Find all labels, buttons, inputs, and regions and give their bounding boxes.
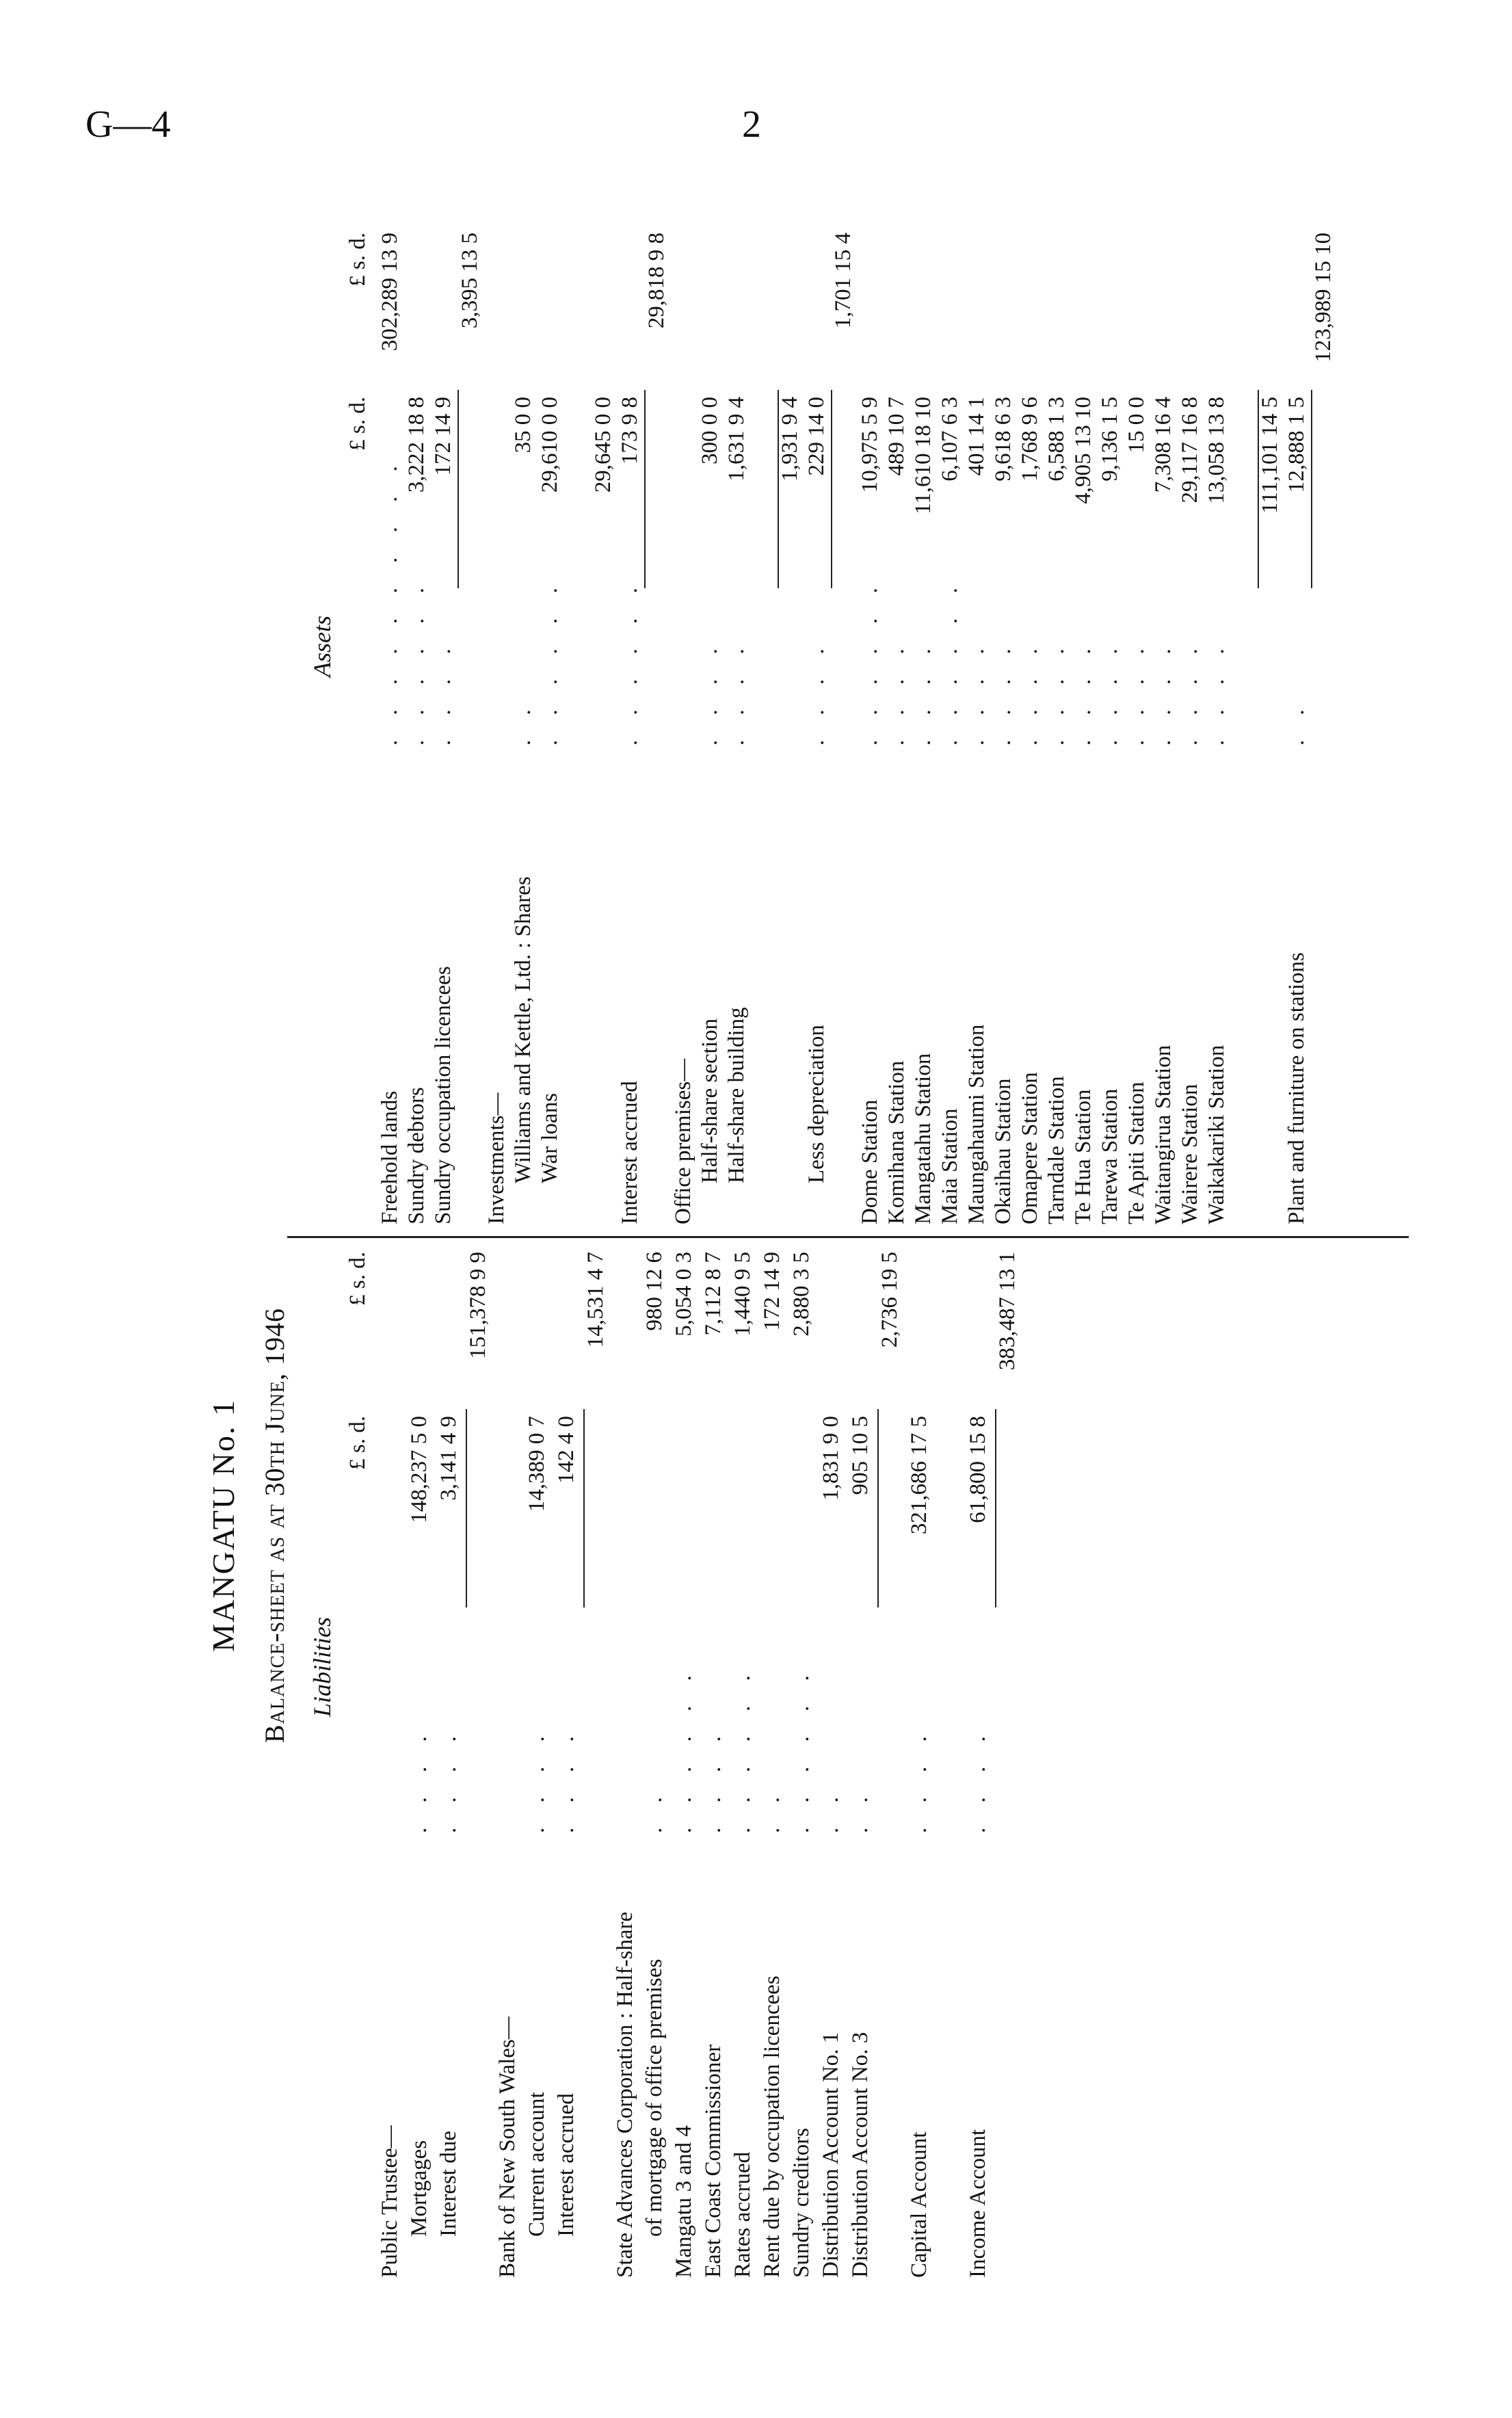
assets-subtotal-rule — [1311, 390, 1312, 588]
liabilities-row-label: Rates accrued — [730, 2151, 755, 2278]
liabilities-subtotal-rule — [583, 1409, 585, 1607]
liabilities-row-amount-outer: 151,378 9 9 — [466, 1252, 490, 1359]
assets-row — [403, 226, 430, 1224]
assets-row-leader: . . . . — [431, 639, 455, 746]
assets-row-amount-inner: 11,610 18 10 — [911, 397, 936, 515]
assets-row — [509, 226, 537, 1224]
assets-row — [990, 226, 1017, 1224]
assets-row-label: Te Hua Station — [1071, 1089, 1096, 1224]
liabilities-row-label: Mangatu 3 and 4 — [672, 2125, 696, 2278]
liabilities-row — [611, 1252, 639, 2278]
assets-row-amount-inner: 10,975 5 9 — [858, 397, 882, 493]
assets-row-amount-inner: 4,905 13 10 — [1071, 397, 1096, 504]
liabilities-row — [817, 1252, 845, 2278]
assets-row-label: War loans — [538, 1092, 562, 1183]
assets-row-amount-inner: 300 0 0 — [698, 397, 722, 464]
assets-row — [1043, 226, 1070, 1224]
assets-row — [963, 226, 990, 1224]
balance-sheet — [205, 226, 1422, 2278]
liabilities-subtotal-rule — [466, 1409, 467, 1607]
assets-row-label: Freehold lands — [377, 1090, 402, 1224]
liabilities-row — [964, 1252, 992, 2278]
assets-row-amount-outer: 3,395 13 5 — [457, 233, 482, 329]
assets-row-amount-inner: 15 0 0 — [1124, 397, 1149, 454]
liabilities-row — [876, 1252, 903, 2278]
liabilities-row — [729, 1252, 756, 2278]
assets-row-leader: . . . . . . — [538, 578, 562, 746]
liabilities-row-leader: . . . . . . — [672, 1666, 696, 1833]
assets-row — [936, 226, 964, 1224]
liabilities-row-amount-outer: 14,531 4 7 — [583, 1252, 608, 1348]
liabilities-row-amount-outer: 383,487 13 1 — [995, 1252, 1020, 1371]
assets-row-amount-inner: 13,058 13 8 — [1204, 397, 1229, 504]
assets-subtotal-rule — [457, 390, 459, 588]
liabilities-row-leader: . . — [760, 1787, 784, 1833]
liabilities-row — [523, 1252, 551, 2278]
assets-row — [1176, 226, 1204, 1224]
assets-row-leader: . . — [511, 700, 535, 746]
assets-row-label: Maia Station — [938, 1108, 962, 1224]
assets-row-leader: . . — [1284, 700, 1309, 746]
assets-row-amount-inner: 3,222 18 8 — [404, 397, 429, 493]
assets-row-amount-inner: 172 14 9 — [431, 397, 455, 476]
assets-subtotal-rule — [778, 390, 779, 588]
assets-row — [883, 226, 910, 1224]
liabilities-row-amount-inner: 142 4 0 — [554, 1416, 579, 1484]
assets-row — [750, 226, 777, 1224]
liabilities-row — [905, 1252, 933, 2278]
assets-row-label: Half-share section — [698, 1019, 722, 1183]
liabilities-row — [994, 1252, 1021, 2278]
assets-row — [803, 226, 830, 1224]
assets-row-amount-inner: 6,588 1 3 — [1044, 397, 1069, 482]
assets-row-label: Omapere Station — [1018, 1072, 1042, 1224]
liabilities-row — [670, 1252, 698, 2278]
assets-row — [616, 226, 644, 1224]
liabilities-col-header-inner: £ s. d. — [345, 1416, 370, 1470]
assets-row-amount-inner: 29,117 16 8 — [1178, 397, 1202, 503]
liabilities-row-label: Bank of New South Wales— — [495, 2016, 520, 2278]
liabilities-row — [464, 1252, 492, 2278]
liabilities-row-leader: . . — [819, 1787, 843, 1833]
assets-row-leader: . . . . — [991, 639, 1016, 746]
assets-row-amount-inner: 12,888 1 5 — [1284, 397, 1309, 493]
assets-row-leader: . . . . — [1124, 639, 1149, 746]
assets-row-amount-outer: 1,701 15 4 — [831, 233, 856, 329]
assets-row-leader: . . . . — [1018, 639, 1042, 746]
liabilities-row-label: Mortgages — [407, 2140, 432, 2237]
liabilities-row — [758, 1252, 786, 2278]
assets-row-label: Waikakariki Station — [1204, 1044, 1229, 1224]
liabilities-row — [641, 1252, 668, 2278]
assets-row-leader: . . . . — [1044, 639, 1069, 746]
assets-row — [376, 226, 403, 1224]
liabilities-row-amount-inner: 321,686 17 5 — [907, 1416, 931, 1535]
assets-row-amount-inner: 401 14 1 — [964, 397, 989, 476]
assets-subtotal-rule — [644, 390, 646, 588]
liabilities-row-label: Distribution Account No. 1 — [819, 2032, 843, 2278]
liabilities-row-amount-inner: 3,141 4 9 — [436, 1416, 461, 1501]
liabilities-row-label: Current account — [525, 2092, 549, 2237]
assets-row-label: Mangatahu Station — [911, 1053, 936, 1224]
liabilities-row-label: of mortgage of office premises — [642, 1958, 667, 2237]
assets-row-amount-inner: 29,645 0 0 — [591, 397, 615, 493]
liabilities-row-amount-inner: 905 10 5 — [848, 1416, 873, 1495]
liabilities-row-leader: . . . . — [554, 1726, 579, 1833]
liabilities-row-amount-inner: 61,800 15 8 — [966, 1416, 990, 1523]
assets-row-leader: . . . . — [964, 639, 989, 746]
liabilities-subtotal-rule — [877, 1409, 879, 1607]
liabilities-row — [935, 1252, 962, 2278]
assets-row — [429, 226, 457, 1224]
assets-row — [1310, 226, 1337, 1224]
assets-row-label: Waitangirua Station — [1151, 1044, 1176, 1224]
assets-row — [1203, 226, 1230, 1224]
assets-row-amount-outer: 302,289 13 9 — [377, 233, 402, 352]
assets-row — [1150, 226, 1177, 1224]
liabilities-row-label: East Coast Commissioner — [701, 2045, 726, 2278]
liabilities-row-label: Distribution Account No. 3 — [848, 2032, 873, 2278]
assets-row-leader: . . . . . . — [858, 578, 882, 746]
assets-row — [830, 226, 857, 1224]
assets-row — [696, 226, 724, 1224]
liabilities-row-label: Sundry creditors — [789, 2127, 814, 2278]
liabilities-row-leader: . . . . — [907, 1726, 931, 1833]
assets-row-label: Plant and furniture on stations — [1284, 952, 1309, 1224]
liabilities-row-leader: . . . . . . — [789, 1666, 814, 1833]
assets-row-amount-inner: 7,308 16 4 — [1151, 397, 1176, 493]
document-subtitle: Balance-sheet as at 30th June, 1946 — [259, 1307, 290, 1744]
liabilities-row-leader: . . . . — [436, 1726, 461, 1833]
assets-row-leader: . . . . — [804, 639, 829, 746]
assets-row — [589, 226, 617, 1224]
assets-row-amount-inner: 6,107 6 3 — [938, 397, 962, 482]
assets-row-label: Tarewa Station — [1098, 1088, 1122, 1224]
assets-row-label: Less depreciation — [804, 1025, 829, 1183]
assets-row-leader: . . . . — [884, 639, 909, 746]
assets-row-leader: . . . . — [1071, 639, 1096, 746]
liabilities-row — [553, 1252, 580, 2278]
assets-row-label: Tarndale Station — [1044, 1076, 1069, 1224]
assets-row-label: Maungahaumi Station — [964, 1024, 989, 1224]
liabilities-row-amount-inner: 1,831 9 0 — [819, 1416, 843, 1501]
liabilities-row — [376, 1252, 403, 2278]
assets-row — [1123, 226, 1150, 1224]
liabilities-row-label: Capital Account — [907, 2131, 931, 2278]
liabilities-row-leader: . . — [642, 1787, 667, 1833]
assets-row — [856, 226, 884, 1224]
column-divider — [287, 1236, 1409, 1238]
assets-subtotal-rule — [1258, 390, 1259, 588]
assets-row-leader: . . . . — [1178, 639, 1202, 746]
assets-row-amount-inner: 173 9 8 — [618, 397, 642, 464]
liabilities-row-label: Interest accrued — [554, 2093, 579, 2237]
assets-row-label: Te Apiti Station — [1124, 1081, 1149, 1224]
assets-row — [1230, 226, 1257, 1224]
assets-row-leader: . . . . . . — [618, 578, 642, 746]
assets-row-label: Wairere Station — [1178, 1083, 1202, 1224]
assets-row — [536, 226, 563, 1224]
assets-row-amount-outer: 123,989 15 10 — [1311, 233, 1336, 363]
assets-row-leader: . . . . — [1098, 639, 1122, 746]
assets-row — [1283, 226, 1310, 1224]
assets-row-leader: . . . . — [724, 639, 749, 746]
assets-row-amount-inner: 1,931 9 4 — [778, 397, 802, 482]
assets-row — [669, 226, 697, 1224]
liabilities-row-leader: . . . . — [701, 1726, 726, 1833]
liabilities-section — [205, 1252, 1422, 2278]
liabilities-row-amount-outer: 1,440 9 5 — [730, 1252, 755, 1337]
assets-row — [483, 226, 510, 1224]
liabilities-row-leader: . . . . — [966, 1726, 990, 1833]
assets-row-amount-inner: 1,768 9 6 — [1018, 397, 1042, 482]
assets-row-amount-inner: 9,618 6 3 — [991, 397, 1016, 482]
assets-row-amount-inner: 29,610 0 0 — [538, 397, 562, 493]
liabilities-row — [847, 1252, 874, 2278]
assets-row-amount-inner: 111,101 14 5 — [1258, 397, 1282, 514]
assets-row — [723, 226, 750, 1224]
assets-row-amount-inner: 9,136 1 5 — [1098, 397, 1122, 482]
liabilities-row-label: State Advances Corporation : Half-share — [613, 1911, 637, 2278]
liabilities-row-label: Public Trustee— — [377, 2125, 402, 2278]
assets-row-leader: . . . . — [911, 639, 936, 746]
assets-row-label: Interest accrued — [618, 1081, 642, 1224]
assets-row-leader: . . . . . . — [938, 578, 962, 746]
assets-row — [776, 226, 804, 1224]
assets-heading: Assets — [308, 616, 336, 677]
liabilities-row-amount-outer: 2,736 19 5 — [877, 1252, 902, 1348]
assets-subtotal-rule — [831, 390, 832, 588]
liabilities-row — [406, 1252, 433, 2278]
assets-row-label: Williams and Kettle, Ltd. : Shares — [511, 876, 535, 1183]
assets-section — [205, 226, 1422, 1224]
page-number: 2 — [742, 103, 761, 146]
assets-row-label: Okaihau Station — [991, 1078, 1016, 1224]
liabilities-row-leader: . . . . — [525, 1726, 549, 1833]
liabilities-row-amount-outer: 7,112 8 7 — [701, 1252, 726, 1336]
liabilities-row — [582, 1252, 609, 2278]
assets-row — [1070, 226, 1097, 1224]
liabilities-row-leader: . . — [848, 1787, 873, 1833]
liabilities-row — [788, 1252, 815, 2278]
liabilities-row — [700, 1252, 727, 2278]
liabilities-row-amount-outer: 172 14 9 — [760, 1252, 784, 1331]
liabilities-row-amount-outer: 980 12 6 — [642, 1252, 667, 1331]
assets-row — [910, 226, 937, 1224]
assets-row-amount-inner: 489 10 7 — [884, 397, 909, 476]
assets-row — [1096, 226, 1124, 1224]
assets-row-amount-outer: 29,818 9 8 — [644, 233, 669, 329]
liabilities-row-leader: . . . . — [407, 1726, 432, 1833]
liabilities-row-label: Interest due — [436, 2131, 461, 2237]
liabilities-row-label: Income Account — [966, 2129, 990, 2278]
liabilities-row — [435, 1252, 462, 2278]
assets-row-leader: . . . . — [698, 639, 722, 746]
liabilities-subtotal-rule — [995, 1409, 996, 1607]
assets-row-label: Investments— — [484, 1092, 509, 1224]
liabilities-row-amount-outer: 2,880 3 5 — [789, 1252, 814, 1337]
liabilities-row — [494, 1252, 521, 2278]
assets-row — [563, 226, 590, 1224]
assets-row-label: Half-share building — [724, 1007, 749, 1183]
assets-row-leader: . . . . . . . . . . — [377, 456, 402, 746]
assets-row — [643, 226, 670, 1224]
assets-row-amount-inner: 1,631 9 4 — [724, 397, 749, 482]
assets-row-label: Office premises— — [671, 1058, 695, 1224]
assets-row-amount-inner: 229 14 0 — [804, 397, 829, 476]
liabilities-col-header-outer: £ s. d. — [345, 1252, 370, 1306]
assets-row — [1256, 226, 1284, 1224]
document-title: MANGATU No. 1 — [206, 1399, 241, 1652]
assets-row-leader: . . . . — [1204, 639, 1229, 746]
assets-row — [1016, 226, 1044, 1224]
liabilities-row-amount-inner: 14,389 0 7 — [525, 1416, 549, 1512]
assets-row — [456, 226, 483, 1224]
assets-row-label: Sundry occupation licencees — [431, 966, 455, 1224]
assets-col-header-outer: £ s. d. — [345, 233, 370, 287]
assets-row-label: Sundry debtors — [404, 1087, 429, 1224]
liabilities-heading: Liabilities — [308, 1616, 336, 1717]
liabilities-row-leader: . . . . . . — [730, 1666, 755, 1833]
liabilities-row-label: Rent due by occupation licencees — [760, 1975, 784, 2278]
assets-row-amount-inner: 35 0 0 — [511, 397, 535, 454]
assets-row-leader: . . . . . . — [404, 578, 429, 746]
assets-row-label: Dome Station — [858, 1099, 882, 1224]
assets-row-leader: . . . . — [1151, 639, 1176, 746]
liabilities-row-amount-outer: 5,054 0 3 — [672, 1252, 696, 1337]
liabilities-row-amount-inner: 148,237 5 0 — [407, 1416, 432, 1523]
assets-row-label: Komihana Station — [884, 1060, 909, 1224]
page-label: G—4 — [85, 103, 171, 146]
assets-col-header-inner: £ s. d. — [345, 397, 370, 451]
